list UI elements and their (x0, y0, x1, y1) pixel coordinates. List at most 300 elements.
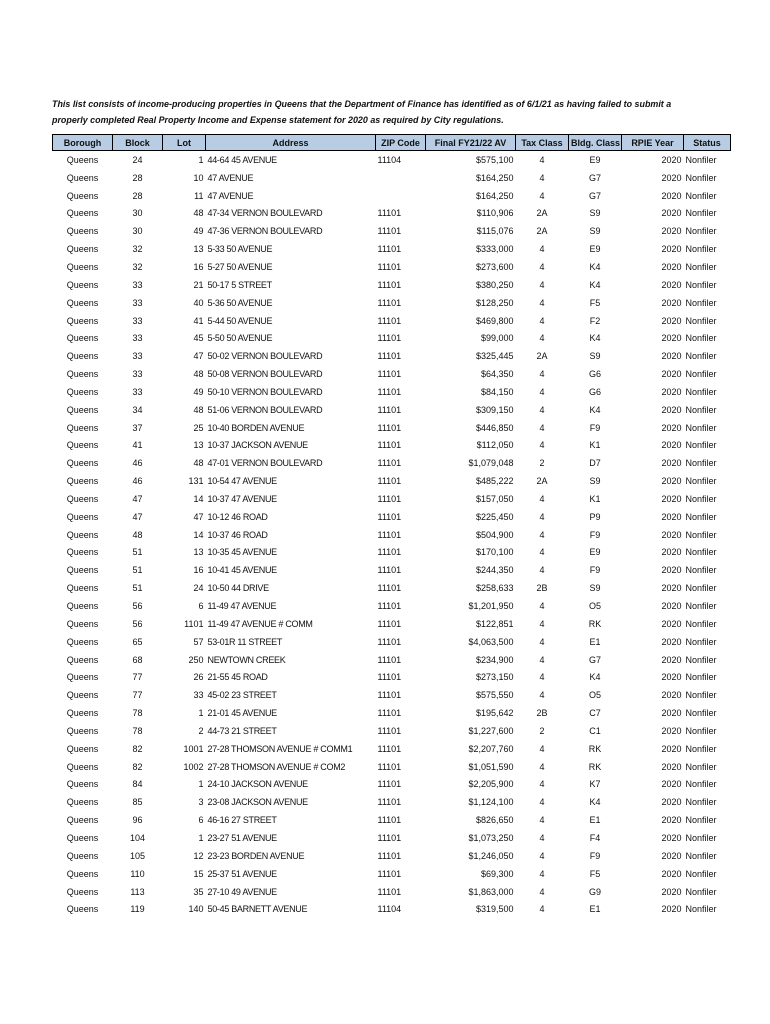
zip-code-cell: 11101 (377, 636, 402, 647)
tax-class-cell: 4 (539, 761, 545, 772)
column-header-address: Address (206, 135, 376, 151)
zip-code-cell: 11101 (377, 333, 402, 344)
address-cell: 50-45 BARNETT AVENUE (207, 904, 308, 915)
bldg-class-cell: F4 (589, 832, 601, 843)
column-header-borough: Borough (53, 135, 113, 151)
bldg-class-cell: P9 (589, 511, 601, 522)
bldg-class-cell: RK (588, 761, 602, 772)
assessed-value-cell: $122,851 (475, 618, 514, 629)
lot-cell: 1101 (184, 618, 204, 629)
rpie-year-cell: 2020 (661, 672, 682, 683)
lot-cell: 16 (193, 261, 204, 272)
status-cell: Nonfiler (685, 529, 717, 540)
assessed-value-cell: $504,900 (475, 529, 514, 540)
rpie-year-cell: 2020 (661, 226, 682, 237)
address-cell: 27-10 49 AVENUE (207, 886, 277, 897)
rpie-year-cell: 2020 (661, 529, 682, 540)
table-row (53, 544, 731, 562)
tax-class-cell: 4 (539, 904, 545, 915)
rpie-year-cell: 2020 (661, 244, 682, 255)
tax-class-cell: 4 (539, 618, 545, 629)
lot-cell: 13 (193, 547, 204, 558)
lot-cell: 41 (193, 315, 204, 326)
status-cell: Nonfiler (685, 208, 717, 219)
block-cell: 37 (132, 422, 143, 433)
bldg-class-cell: F9 (589, 529, 601, 540)
status-cell: Nonfiler (685, 476, 717, 487)
table-row (53, 437, 731, 455)
status-cell: Nonfiler (685, 244, 717, 255)
zip-code-cell: 11101 (377, 404, 402, 415)
rpie-year-cell: 2020 (661, 476, 682, 487)
block-cell: 48 (132, 529, 143, 540)
status-cell: Nonfiler (685, 440, 717, 451)
bldg-class-cell: D7 (589, 458, 601, 469)
address-cell: 10-54 47 AVENUE (207, 476, 277, 487)
borough-cell: Queens (66, 636, 99, 647)
zip-code-cell: 11101 (377, 529, 402, 540)
rpie-year-cell: 2020 (661, 154, 682, 165)
table-row (53, 276, 731, 294)
table-row (53, 829, 731, 847)
borough-cell: Queens (66, 190, 99, 201)
lot-cell: 1 (198, 832, 204, 843)
status-cell: Nonfiler (685, 422, 717, 433)
status-cell: Nonfiler (685, 761, 717, 772)
rpie-year-cell: 2020 (661, 190, 682, 201)
status-cell: Nonfiler (685, 190, 717, 201)
zip-code-cell: 11101 (377, 565, 402, 576)
lot-cell: 47 (193, 511, 204, 522)
tax-class-cell: 4 (539, 743, 545, 754)
table-row (53, 597, 731, 615)
lot-cell: 6 (198, 815, 204, 826)
table-row (53, 508, 731, 526)
status-cell: Nonfiler (685, 868, 717, 879)
tax-class-cell: 4 (539, 493, 545, 504)
status-cell: Nonfiler (685, 458, 717, 469)
tax-class-cell: 2A (536, 476, 548, 487)
assessed-value-cell: $2,207,760 (468, 743, 514, 754)
address-cell: 46-16 27 STREET (207, 815, 277, 826)
assessed-value-cell: $325,445 (475, 351, 514, 362)
rpie-year-cell: 2020 (661, 369, 682, 380)
address-cell: 44-64 45 AVENUE (207, 154, 277, 165)
tax-class-cell: 4 (539, 422, 545, 433)
assessed-value-cell: $84,150 (480, 386, 514, 397)
status-cell: Nonfiler (685, 601, 717, 612)
address-cell: 23-27 51 AVENUE (207, 832, 277, 843)
table-row (53, 205, 731, 223)
zip-code-cell: 11101 (377, 422, 402, 433)
borough-cell: Queens (66, 565, 99, 576)
lot-cell: 33 (193, 690, 204, 701)
address-cell: 10-12 46 ROAD (207, 511, 268, 522)
address-cell: 10-41 45 AVENUE (207, 565, 277, 576)
rpie-year-cell: 2020 (661, 779, 682, 790)
bldg-class-cell: S9 (589, 208, 601, 219)
tax-class-cell: 4 (539, 672, 545, 683)
assessed-value-cell: $380,250 (475, 279, 514, 290)
tax-class-cell: 4 (539, 815, 545, 826)
bldg-class-cell: K7 (589, 779, 601, 790)
assessed-value-cell: $128,250 (475, 297, 514, 308)
bldg-class-cell: O5 (588, 601, 601, 612)
address-cell: 47 AVENUE (207, 172, 254, 183)
lot-cell: 16 (193, 565, 204, 576)
address-cell: 5-27 50 AVENUE (207, 261, 273, 272)
block-cell: 33 (132, 279, 143, 290)
lot-cell: 1 (198, 708, 204, 719)
block-cell: 51 (132, 565, 143, 576)
lot-cell: 13 (193, 244, 204, 255)
address-cell: 50-02 VERNON BOULEVARD (207, 351, 323, 362)
assessed-value-cell: $195,642 (475, 708, 514, 719)
zip-code-cell: 11101 (377, 601, 402, 612)
rpie-year-cell: 2020 (661, 493, 682, 504)
table-row (53, 258, 731, 276)
rpie-year-cell: 2020 (661, 172, 682, 183)
zip-code-cell: 11104 (377, 904, 402, 915)
address-cell: 5-33 50 AVENUE (207, 244, 273, 255)
table-row (53, 419, 731, 437)
tax-class-cell: 4 (539, 868, 545, 879)
assessed-value-cell: $4,063,500 (468, 636, 514, 647)
borough-cell: Queens (66, 547, 99, 558)
assessed-value-cell: $273,600 (475, 261, 514, 272)
block-cell: 33 (132, 333, 143, 344)
bldg-class-cell: G7 (588, 172, 601, 183)
lot-cell: 49 (193, 386, 204, 397)
status-cell: Nonfiler (685, 279, 717, 290)
block-cell: 56 (132, 601, 143, 612)
status-cell: Nonfiler (685, 547, 717, 558)
block-cell: 28 (132, 172, 143, 183)
lot-cell: 13 (193, 440, 204, 451)
status-cell: Nonfiler (685, 636, 717, 647)
rpie-year-cell: 2020 (661, 315, 682, 326)
bldg-class-cell: G7 (588, 654, 601, 665)
borough-cell: Queens (66, 493, 99, 504)
table-row (53, 847, 731, 865)
borough-cell: Queens (66, 440, 99, 451)
rpie-year-cell: 2020 (661, 868, 682, 879)
block-cell: 65 (132, 636, 143, 647)
table-row (53, 151, 731, 169)
zip-code-cell: 11101 (377, 850, 402, 861)
borough-cell: Queens (66, 904, 99, 915)
address-cell: 25-37 51 AVENUE (207, 868, 277, 879)
zip-code-cell: 11101 (377, 832, 402, 843)
assessed-value-cell: $319,500 (475, 904, 514, 915)
zip-code-cell: 11101 (377, 493, 402, 504)
borough-cell: Queens (66, 208, 99, 219)
status-cell: Nonfiler (685, 297, 717, 308)
block-cell: 28 (132, 190, 143, 201)
lot-cell: 45 (193, 333, 204, 344)
tax-class-cell: 4 (539, 369, 545, 380)
block-cell: 47 (132, 511, 143, 522)
address-cell: 11-49 47 AVENUE (207, 601, 277, 612)
status-cell: Nonfiler (685, 743, 717, 754)
column-header-tax-class: Tax Class (516, 135, 569, 151)
bldg-class-cell: K4 (589, 404, 601, 415)
zip-code-cell (376, 169, 426, 187)
tax-class-cell: 4 (539, 565, 545, 576)
bldg-class-cell: F2 (589, 315, 601, 326)
tax-class-cell: 4 (539, 547, 545, 558)
rpie-year-cell: 2020 (661, 797, 682, 808)
lot-cell: 131 (188, 476, 204, 487)
bldg-class-cell: RK (588, 743, 602, 754)
lot-cell: 48 (193, 208, 204, 219)
block-cell: 82 (132, 743, 143, 754)
table-row (53, 651, 731, 669)
assessed-value-cell: $333,000 (475, 244, 514, 255)
address-cell: 5-50 50 AVENUE (207, 333, 273, 344)
borough-cell: Queens (66, 743, 99, 754)
tax-class-cell: 4 (539, 190, 545, 201)
block-cell: 78 (132, 708, 143, 719)
bldg-class-cell: S9 (589, 476, 601, 487)
bldg-class-cell: G7 (588, 190, 601, 201)
borough-cell: Queens (66, 511, 99, 522)
bldg-class-cell: F9 (589, 850, 601, 861)
status-cell: Nonfiler (685, 832, 717, 843)
zip-code-cell: 11101 (377, 226, 402, 237)
lot-cell: 48 (193, 458, 204, 469)
table-row (53, 383, 731, 401)
rpie-year-cell: 2020 (661, 440, 682, 451)
block-cell: 119 (130, 904, 145, 915)
rpie-year-cell: 2020 (661, 583, 682, 594)
rpie-year-cell: 2020 (661, 404, 682, 415)
zip-code-cell: 11101 (377, 886, 402, 897)
borough-cell: Queens (66, 369, 99, 380)
assessed-value-cell: $575,550 (475, 690, 514, 701)
address-cell: 10-35 45 AVENUE (207, 547, 277, 558)
tax-class-cell: 4 (539, 333, 545, 344)
bldg-class-cell: E9 (589, 244, 601, 255)
rpie-year-cell: 2020 (661, 511, 682, 522)
tax-class-cell: 4 (539, 797, 545, 808)
zip-code-cell: 11104 (377, 154, 402, 165)
block-cell: 77 (132, 690, 143, 701)
bldg-class-cell: E1 (589, 636, 601, 647)
rpie-year-cell: 2020 (661, 297, 682, 308)
block-cell: 110 (130, 868, 145, 879)
borough-cell: Queens (66, 154, 99, 165)
zip-code-cell: 11101 (377, 386, 402, 397)
tax-class-cell: 4 (539, 172, 545, 183)
table-row (53, 900, 731, 918)
block-cell: 30 (132, 208, 143, 219)
borough-cell: Queens (66, 315, 99, 326)
block-cell: 32 (132, 244, 143, 255)
block-cell: 85 (132, 797, 143, 808)
assessed-value-cell: $1,201,950 (468, 601, 514, 612)
bldg-class-cell: S9 (589, 351, 601, 362)
zip-code-cell: 11101 (377, 618, 402, 629)
zip-code-cell: 11101 (377, 583, 402, 594)
borough-cell: Queens (66, 297, 99, 308)
assessed-value-cell: $2,205,900 (468, 779, 514, 790)
bldg-class-cell: K4 (589, 672, 601, 683)
block-cell: 47 (132, 493, 143, 504)
assessed-value-cell: $225,450 (475, 511, 514, 522)
block-cell: 33 (132, 351, 143, 362)
zip-code-cell: 11101 (377, 725, 402, 736)
zip-code-cell: 11101 (377, 672, 402, 683)
borough-cell: Queens (66, 761, 99, 772)
status-cell: Nonfiler (685, 404, 717, 415)
assessed-value-cell: $110,906 (476, 208, 514, 219)
lot-cell: 3 (198, 797, 204, 808)
status-cell: Nonfiler (685, 351, 717, 362)
borough-cell: Queens (66, 690, 99, 701)
tax-class-cell: 4 (539, 850, 545, 861)
bldg-class-cell: E1 (589, 904, 601, 915)
lot-cell: 47 (193, 351, 204, 362)
borough-cell: Queens (66, 886, 99, 897)
tax-class-cell: 4 (539, 601, 545, 612)
address-cell: 5-36 50 AVENUE (207, 297, 273, 308)
lot-cell: 1 (198, 779, 204, 790)
status-cell: Nonfiler (685, 725, 717, 736)
zip-code-cell: 11101 (377, 208, 402, 219)
block-cell: 33 (132, 297, 143, 308)
bldg-class-cell: K4 (589, 279, 601, 290)
table-row (53, 365, 731, 383)
block-cell: 56 (132, 618, 143, 629)
header-row (53, 135, 731, 151)
borough-cell: Queens (66, 476, 99, 487)
bldg-class-cell: G6 (588, 386, 601, 397)
table-row (53, 294, 731, 312)
zip-code-cell: 11101 (377, 654, 402, 665)
address-cell: 45-02 23 STREET (207, 690, 277, 701)
rpie-year-cell: 2020 (661, 904, 682, 915)
block-cell: 46 (132, 476, 143, 487)
assessed-value-cell: $309,150 (475, 404, 514, 415)
column-header-rpie-year: RPIE Year (622, 135, 684, 151)
bldg-class-cell: E9 (589, 154, 601, 165)
lot-cell: 250 (188, 654, 204, 665)
assessed-value-cell: $164,250 (475, 172, 514, 183)
address-cell: 51-06 VERNON BOULEVARD (207, 404, 323, 415)
address-cell: 50-10 VERNON BOULEVARD (207, 386, 323, 397)
table-row (53, 865, 731, 883)
table-row (53, 615, 731, 633)
assessed-value-cell: $258,633 (475, 583, 514, 594)
lot-cell: 11 (194, 190, 204, 201)
zip-code-cell: 11101 (377, 690, 402, 701)
bldg-class-cell: K1 (589, 493, 601, 504)
status-cell: Nonfiler (685, 672, 717, 683)
table-row (53, 472, 731, 490)
zip-code-cell: 11101 (377, 244, 402, 255)
block-cell: 33 (132, 386, 143, 397)
lot-cell: 1 (198, 154, 204, 165)
tax-class-cell: 4 (539, 261, 545, 272)
table-row (53, 633, 731, 651)
tax-class-cell: 2B (536, 708, 548, 719)
tax-class-cell: 4 (539, 832, 545, 843)
address-cell: NEWTOWN CREEK (207, 654, 286, 665)
status-cell: Nonfiler (685, 797, 717, 808)
address-cell: 10-50 44 DRIVE (207, 583, 269, 594)
block-cell: 105 (129, 850, 146, 861)
table-row (53, 776, 731, 794)
tax-class-cell: 4 (539, 440, 545, 451)
tax-class-cell: 4 (539, 690, 545, 701)
rpie-year-cell: 2020 (661, 761, 682, 772)
block-cell: 46 (132, 458, 143, 469)
borough-cell: Queens (66, 261, 99, 272)
assessed-value-cell: $244,350 (475, 565, 514, 576)
block-cell: 96 (132, 815, 143, 826)
borough-cell: Queens (66, 672, 99, 683)
bldg-class-cell: O5 (588, 690, 601, 701)
assessed-value-cell: $1,124,100 (468, 797, 514, 808)
status-cell: Nonfiler (685, 779, 717, 790)
rpie-year-cell: 2020 (661, 422, 682, 433)
bldg-class-cell: S9 (589, 583, 601, 594)
assessed-value-cell: $826,650 (475, 815, 514, 826)
borough-cell: Queens (66, 279, 99, 290)
tax-class-cell: 4 (539, 654, 545, 665)
bldg-class-cell: K4 (589, 797, 601, 808)
table-row (53, 579, 731, 597)
status-cell: Nonfiler (685, 154, 717, 165)
table-row (53, 686, 731, 704)
table-row (53, 561, 731, 579)
address-cell: 10-37 JACKSON AVENUE (207, 440, 308, 451)
rpie-year-cell: 2020 (661, 565, 682, 576)
rpie-year-cell: 2020 (661, 886, 682, 897)
rpie-year-cell: 2020 (661, 547, 682, 558)
zip-code-cell: 11101 (377, 743, 402, 754)
table-row (53, 312, 731, 330)
status-cell: Nonfiler (685, 333, 717, 344)
address-cell: 50-08 VERNON BOULEVARD (207, 369, 323, 380)
assessed-value-cell: $115,076 (476, 226, 514, 237)
address-cell: 47-36 VERNON BOULEVARD (207, 226, 323, 237)
borough-cell: Queens (66, 422, 99, 433)
borough-cell: Queens (66, 601, 99, 612)
table-row (53, 722, 731, 740)
zip-code-cell: 11101 (377, 261, 402, 272)
zip-code-cell: 11101 (377, 779, 402, 790)
address-cell: 24-10 JACKSON AVENUE (207, 779, 308, 790)
nonfiler-table (52, 134, 731, 918)
lot-cell: 1002 (183, 761, 204, 772)
borough-cell: Queens (66, 815, 99, 826)
address-cell: 53-01R 11 STREET (207, 636, 283, 647)
block-cell: 82 (132, 761, 143, 772)
zip-code-cell: 11101 (377, 815, 402, 826)
table-row (53, 169, 731, 187)
borough-cell: Queens (66, 797, 99, 808)
column-header-block: Block (113, 135, 163, 151)
column-header-status: Status (684, 135, 731, 151)
assessed-value-cell: $170,100 (475, 547, 514, 558)
tax-class-cell: 4 (539, 511, 545, 522)
lot-cell: 140 (188, 904, 204, 915)
column-header-zip-code: ZIP Code (376, 135, 426, 151)
assessed-value-cell: $164,250 (475, 190, 514, 201)
zip-code-cell: 11101 (377, 351, 402, 362)
